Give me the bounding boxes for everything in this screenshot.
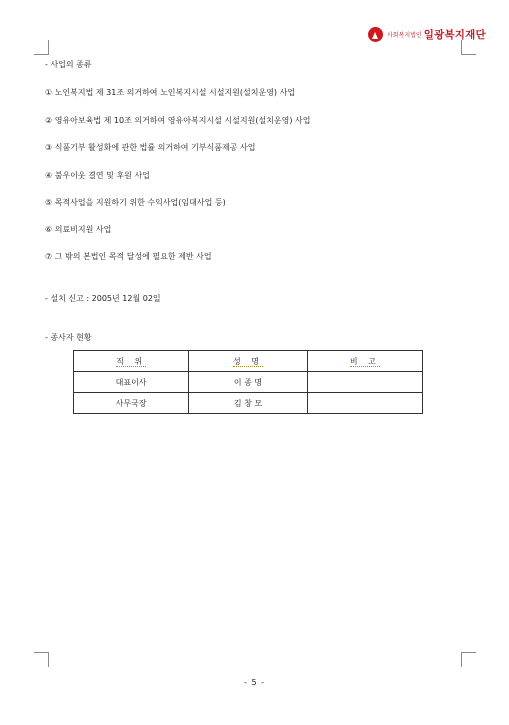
business-item-2: ② 영유아보육법 제 10조 의거하여 영유아복지시설 시설지원(설치운영) 사업 — [45, 116, 311, 125]
business-item-1: ① 노인복지법 제 31조 의거하여 노인복지시설 시설지원(설치운영) 사업 — [45, 88, 296, 97]
business-item-3: ③ 식품기부 활성화에 관한 법률 의거하여 기부식품제공 사업 — [45, 143, 256, 152]
section-business-heading: - 사업의 종류 — [45, 60, 92, 69]
table-header-row — [74, 351, 423, 372]
business-item-6: ⑥ 의료비지원 사업 — [45, 225, 112, 234]
business-item-4: ④ 불우이웃 결연 및 후원 사업 — [45, 171, 150, 180]
logo-subtitle: 사회복지법인 — [387, 31, 422, 39]
corner-mark-bottom-right — [461, 652, 476, 667]
staff-table — [73, 350, 423, 414]
registration-date: - 설치 신고 : 2005년 12월 02일 — [45, 294, 161, 303]
corner-mark-bottom-left — [34, 652, 49, 667]
col-header-name: 성 명 — [189, 351, 308, 372]
table-row — [74, 393, 423, 414]
foundation-logo-icon — [368, 27, 383, 42]
cell-name: 이 종 명 — [189, 372, 308, 393]
col-header-position: 직 위 — [74, 351, 189, 372]
cell-name: 김 창 모 — [189, 393, 308, 414]
cell-position: 사무국장 — [74, 393, 189, 414]
table-row — [74, 372, 423, 393]
corner-mark-top-left — [34, 40, 49, 55]
cell-position: 대표이사 — [74, 372, 189, 393]
col-header-remarks: 비 고 — [307, 351, 422, 372]
business-item-5: ⑤ 목적사업을 지원하기 위한 수익사업(임대사업 등) — [45, 198, 226, 207]
logo-title: 일광복지재단 — [423, 28, 486, 41]
section-staff-heading: - 종사자 현황 — [45, 333, 92, 342]
cell-remarks — [307, 372, 422, 393]
business-item-7: ⑦ 그 밖의 본법인 목적 달성에 필요한 제반 사업 — [45, 252, 212, 261]
cell-remarks — [307, 393, 422, 414]
foundation-logo — [368, 24, 486, 44]
page-number: - 5 - — [244, 678, 265, 687]
